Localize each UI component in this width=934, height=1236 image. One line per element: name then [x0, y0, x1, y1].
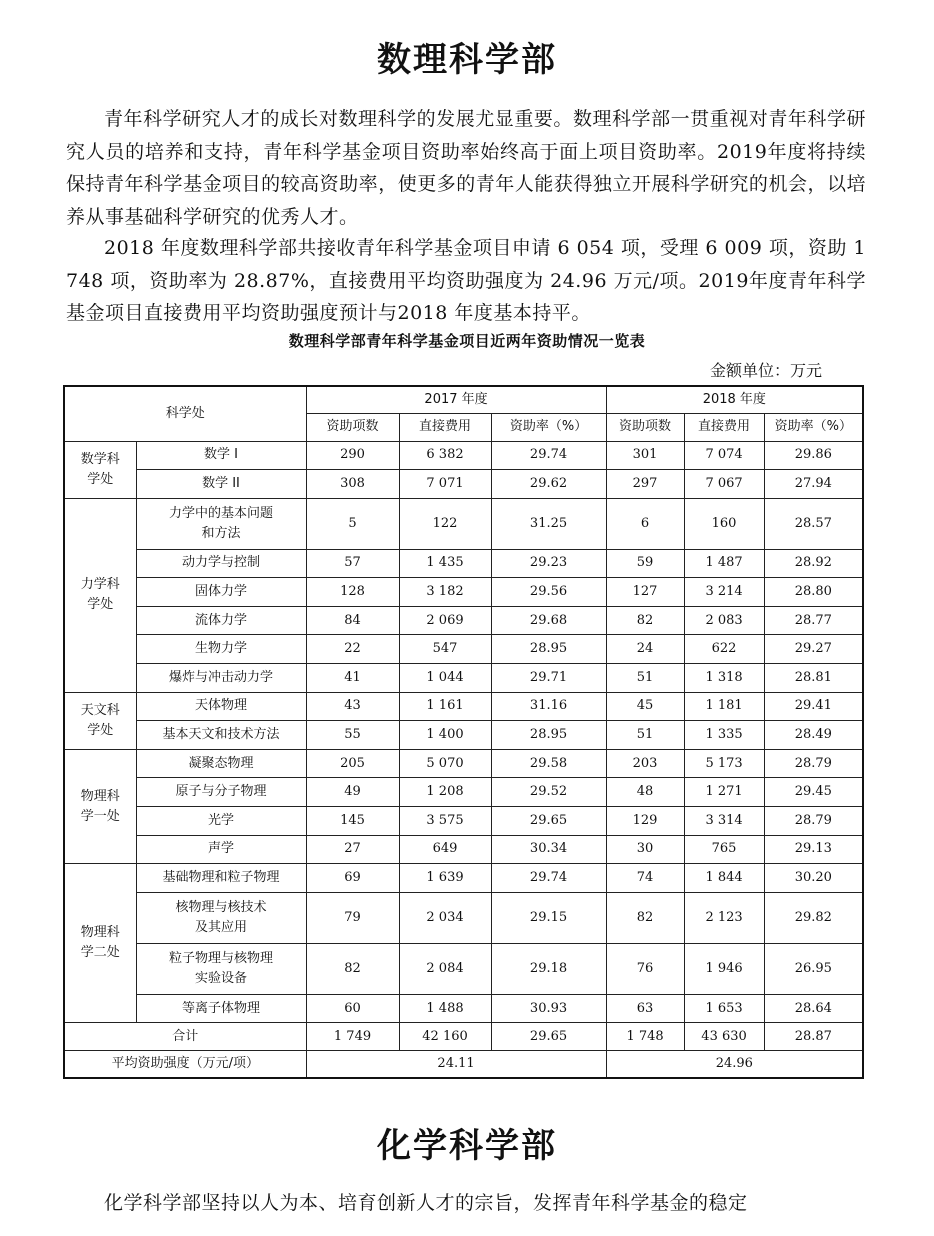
table-row	[64, 835, 863, 864]
value-cell-f1: 5 070	[399, 749, 491, 778]
total-cell-c2: 1 748	[606, 1023, 684, 1051]
dept-cell: 数学科 学处	[64, 441, 136, 498]
subdivision-cell: 力学中的基本问题 和方法	[136, 498, 306, 549]
value-cell-f1: 3 182	[399, 578, 491, 607]
value-cell-f1: 6 382	[399, 441, 491, 470]
table-row	[64, 470, 863, 499]
table-row	[64, 606, 863, 635]
value-cell-f1: 122	[399, 498, 491, 549]
header-year-2017: 2017 年度	[306, 386, 606, 413]
value-cell-c1: 27	[306, 835, 399, 864]
value-cell-f1: 547	[399, 635, 491, 664]
value-cell-r2: 27.94	[764, 470, 863, 499]
total-cell-f1: 42 160	[399, 1023, 491, 1051]
value-cell-f1: 1 488	[399, 994, 491, 1023]
subdivision-cell: 基本天文和技术方法	[136, 721, 306, 750]
table-row	[64, 549, 863, 578]
value-cell-r1: 29.18	[491, 943, 606, 994]
value-cell-f1: 1 208	[399, 778, 491, 807]
value-cell-f2: 3 314	[684, 807, 764, 836]
value-cell-f2: 1 271	[684, 778, 764, 807]
value-cell-r1: 29.74	[491, 864, 606, 893]
value-cell-c1: 60	[306, 994, 399, 1023]
subdivision-cell: 原子与分子物理	[136, 778, 306, 807]
value-cell-r2: 29.86	[764, 441, 863, 470]
value-cell-c2: 63	[606, 994, 684, 1023]
table-row	[64, 892, 863, 943]
value-cell-c1: 128	[306, 578, 399, 607]
value-cell-c2: 48	[606, 778, 684, 807]
subdivision-cell: 流体力学	[136, 606, 306, 635]
value-cell-c2: 51	[606, 721, 684, 750]
value-cell-r1: 29.58	[491, 749, 606, 778]
value-cell-f2: 1 844	[684, 864, 764, 893]
value-cell-r1: 29.71	[491, 664, 606, 693]
value-cell-f1: 649	[399, 835, 491, 864]
value-cell-c2: 82	[606, 892, 684, 943]
average-row	[64, 1051, 863, 1078]
value-cell-f2: 1 946	[684, 943, 764, 994]
value-cell-f1: 1 161	[399, 692, 491, 721]
value-cell-f2: 765	[684, 835, 764, 864]
value-cell-f2: 1 318	[684, 664, 764, 693]
value-cell-f2: 2 123	[684, 892, 764, 943]
value-cell-c1: 5	[306, 498, 399, 549]
total-label: 合计	[64, 1023, 306, 1051]
subdivision-cell: 天体物理	[136, 692, 306, 721]
value-cell-r1: 29.23	[491, 549, 606, 578]
value-cell-r1: 29.65	[491, 807, 606, 836]
total-cell-c1: 1 749	[306, 1023, 399, 1051]
chemistry-paragraph: 化学科学部坚持以人为本、培育创新人才的宗旨，发挥青年科学基金的稳定	[104, 1192, 748, 1214]
value-cell-c2: 76	[606, 943, 684, 994]
value-cell-c1: 55	[306, 721, 399, 750]
total-row	[64, 1023, 863, 1051]
total-cell-f2: 43 630	[684, 1023, 764, 1051]
dept-cell: 物理科 学二处	[64, 864, 136, 1023]
value-cell-r1: 30.34	[491, 835, 606, 864]
table-row	[64, 943, 863, 994]
value-cell-c1: 41	[306, 664, 399, 693]
header-dept: 科学处	[64, 386, 306, 441]
value-cell-c1: 84	[306, 606, 399, 635]
value-cell-r2: 28.49	[764, 721, 863, 750]
value-cell-r1: 28.95	[491, 721, 606, 750]
value-cell-r2: 29.27	[764, 635, 863, 664]
value-cell-r2: 30.20	[764, 864, 863, 893]
table-row	[64, 749, 863, 778]
value-cell-r1: 29.15	[491, 892, 606, 943]
value-cell-c2: 30	[606, 835, 684, 864]
subdivision-cell: 核物理与核技术 及其应用	[136, 892, 306, 943]
total-cell-r1: 29.65	[491, 1023, 606, 1051]
value-cell-f2: 3 214	[684, 578, 764, 607]
subdivision-cell: 基础物理和粒子物理	[136, 864, 306, 893]
dept-cell: 力学科 学处	[64, 498, 136, 692]
table-body	[64, 441, 863, 1078]
header-rate-2017: 资助率（%）	[491, 413, 606, 441]
value-cell-r2: 28.64	[764, 994, 863, 1023]
value-cell-r1: 29.52	[491, 778, 606, 807]
header-cost-2017: 直接费用	[399, 413, 491, 441]
value-cell-c1: 82	[306, 943, 399, 994]
table-row	[64, 441, 863, 470]
value-cell-c1: 290	[306, 441, 399, 470]
section-title-math-physics: 数理科学部	[377, 40, 557, 80]
intro-paragraph: 青年科学研究人才的成长对数理科学的发展尤显重要。数理科学部一贯重视对青年科学研究人员的培养和支持，青年科学基金项目资助率始终高于面上项目资助率。2019年度将持续保持青年科学基金项目的较高资助率，使更多的青年人能获得独立开展科学研究的机会，以培养从事基础科学研究的优秀人才。	[66, 108, 866, 228]
subdivision-cell: 声学	[136, 835, 306, 864]
total-cell-r2: 28.87	[764, 1023, 863, 1051]
value-cell-r2: 29.82	[764, 892, 863, 943]
value-cell-f1: 1 639	[399, 864, 491, 893]
value-cell-f2: 1 487	[684, 549, 764, 578]
value-cell-c1: 49	[306, 778, 399, 807]
value-cell-r2: 29.41	[764, 692, 863, 721]
value-cell-c2: 59	[606, 549, 684, 578]
value-cell-f1: 1 435	[399, 549, 491, 578]
value-cell-r1: 28.95	[491, 635, 606, 664]
table-row	[64, 664, 863, 693]
subdivision-cell: 光学	[136, 807, 306, 836]
value-cell-f2: 1 181	[684, 692, 764, 721]
value-cell-f1: 2 084	[399, 943, 491, 994]
subdivision-cell: 动力学与控制	[136, 549, 306, 578]
dept-cell: 天文科 学处	[64, 692, 136, 749]
subdivision-cell: 数学 II	[136, 470, 306, 499]
value-cell-c1: 57	[306, 549, 399, 578]
value-cell-r2: 26.95	[764, 943, 863, 994]
value-cell-r2: 29.13	[764, 835, 863, 864]
subdivision-cell: 爆炸与冲击动力学	[136, 664, 306, 693]
value-cell-c1: 308	[306, 470, 399, 499]
section-title-chemistry: 化学科学部	[377, 1126, 557, 1166]
table-row	[64, 807, 863, 836]
table-row	[64, 692, 863, 721]
value-cell-c2: 297	[606, 470, 684, 499]
value-cell-c2: 51	[606, 664, 684, 693]
subdivision-cell: 固体力学	[136, 578, 306, 607]
table-row	[64, 994, 863, 1023]
value-cell-r1: 29.74	[491, 441, 606, 470]
header-rate-2018: 资助率（%）	[764, 413, 863, 441]
header-year-2018: 2018 年度	[606, 386, 863, 413]
header-count-2018: 资助项数	[606, 413, 684, 441]
value-cell-r2: 28.77	[764, 606, 863, 635]
value-cell-f1: 3 575	[399, 807, 491, 836]
value-cell-f1: 1 044	[399, 664, 491, 693]
subdivision-cell: 生物力学	[136, 635, 306, 664]
average-label: 平均资助强度（万元/项）	[64, 1051, 306, 1078]
value-cell-f1: 1 400	[399, 721, 491, 750]
value-cell-c2: 127	[606, 578, 684, 607]
value-cell-f1: 7 071	[399, 470, 491, 499]
table-row	[64, 864, 863, 893]
value-cell-f1: 2 069	[399, 606, 491, 635]
value-cell-c1: 43	[306, 692, 399, 721]
subdivision-cell: 数学 I	[136, 441, 306, 470]
value-cell-c1: 22	[306, 635, 399, 664]
value-cell-c2: 203	[606, 749, 684, 778]
value-cell-r1: 30.93	[491, 994, 606, 1023]
value-cell-r2: 28.79	[764, 807, 863, 836]
subdivision-cell: 凝聚态物理	[136, 749, 306, 778]
value-cell-r2: 28.92	[764, 549, 863, 578]
table-row	[64, 498, 863, 549]
value-cell-f2: 2 083	[684, 606, 764, 635]
table-caption: 数理科学部青年科学基金项目近两年资助情况一览表	[288, 332, 646, 350]
stats-paragraph: 2018 年度数理科学部共接收青年科学基金项目申请 6 054 项，受理 6 009 项，资助 1 748 项，资助率为 28.87%，直接费用平均资助强度为 24.96 万元/项。2019年度青年科学基金项目直接费用平均资助强度预计与2018 年度基本持平。	[66, 237, 866, 324]
subdivision-cell: 等离子体物理	[136, 994, 306, 1023]
value-cell-c2: 24	[606, 635, 684, 664]
subdivision-cell: 粒子物理与核物理 实验设备	[136, 943, 306, 994]
value-cell-c2: 45	[606, 692, 684, 721]
header-count-2017: 资助项数	[306, 413, 399, 441]
funding-table	[63, 385, 864, 1079]
value-cell-f2: 622	[684, 635, 764, 664]
table-row	[64, 778, 863, 807]
value-cell-r2: 28.81	[764, 664, 863, 693]
value-cell-c2: 74	[606, 864, 684, 893]
value-cell-r1: 31.16	[491, 692, 606, 721]
value-cell-r1: 29.68	[491, 606, 606, 635]
value-cell-r2: 28.57	[764, 498, 863, 549]
value-cell-r1: 29.62	[491, 470, 606, 499]
value-cell-f1: 2 034	[399, 892, 491, 943]
value-cell-c1: 79	[306, 892, 399, 943]
value-cell-f2: 1 335	[684, 721, 764, 750]
table-row	[64, 578, 863, 607]
value-cell-r2: 29.45	[764, 778, 863, 807]
value-cell-c1: 205	[306, 749, 399, 778]
dept-cell: 物理科 学一处	[64, 749, 136, 863]
value-cell-f2: 7 067	[684, 470, 764, 499]
table-row	[64, 635, 863, 664]
average-cell-v1: 24.11	[306, 1051, 606, 1078]
value-cell-r2: 28.79	[764, 749, 863, 778]
value-cell-r1: 31.25	[491, 498, 606, 549]
value-cell-r2: 28.80	[764, 578, 863, 607]
value-cell-r1: 29.56	[491, 578, 606, 607]
header-cost-2018: 直接费用	[684, 413, 764, 441]
table-row	[64, 721, 863, 750]
value-cell-c2: 129	[606, 807, 684, 836]
value-cell-c2: 301	[606, 441, 684, 470]
value-cell-c2: 6	[606, 498, 684, 549]
average-cell-v2: 24.96	[606, 1051, 863, 1078]
value-cell-f2: 7 074	[684, 441, 764, 470]
table-unit-note: 金额单位：万元	[709, 361, 822, 380]
value-cell-c2: 82	[606, 606, 684, 635]
value-cell-f2: 1 653	[684, 994, 764, 1023]
value-cell-f2: 160	[684, 498, 764, 549]
value-cell-f2: 5 173	[684, 749, 764, 778]
value-cell-c1: 145	[306, 807, 399, 836]
value-cell-c1: 69	[306, 864, 399, 893]
